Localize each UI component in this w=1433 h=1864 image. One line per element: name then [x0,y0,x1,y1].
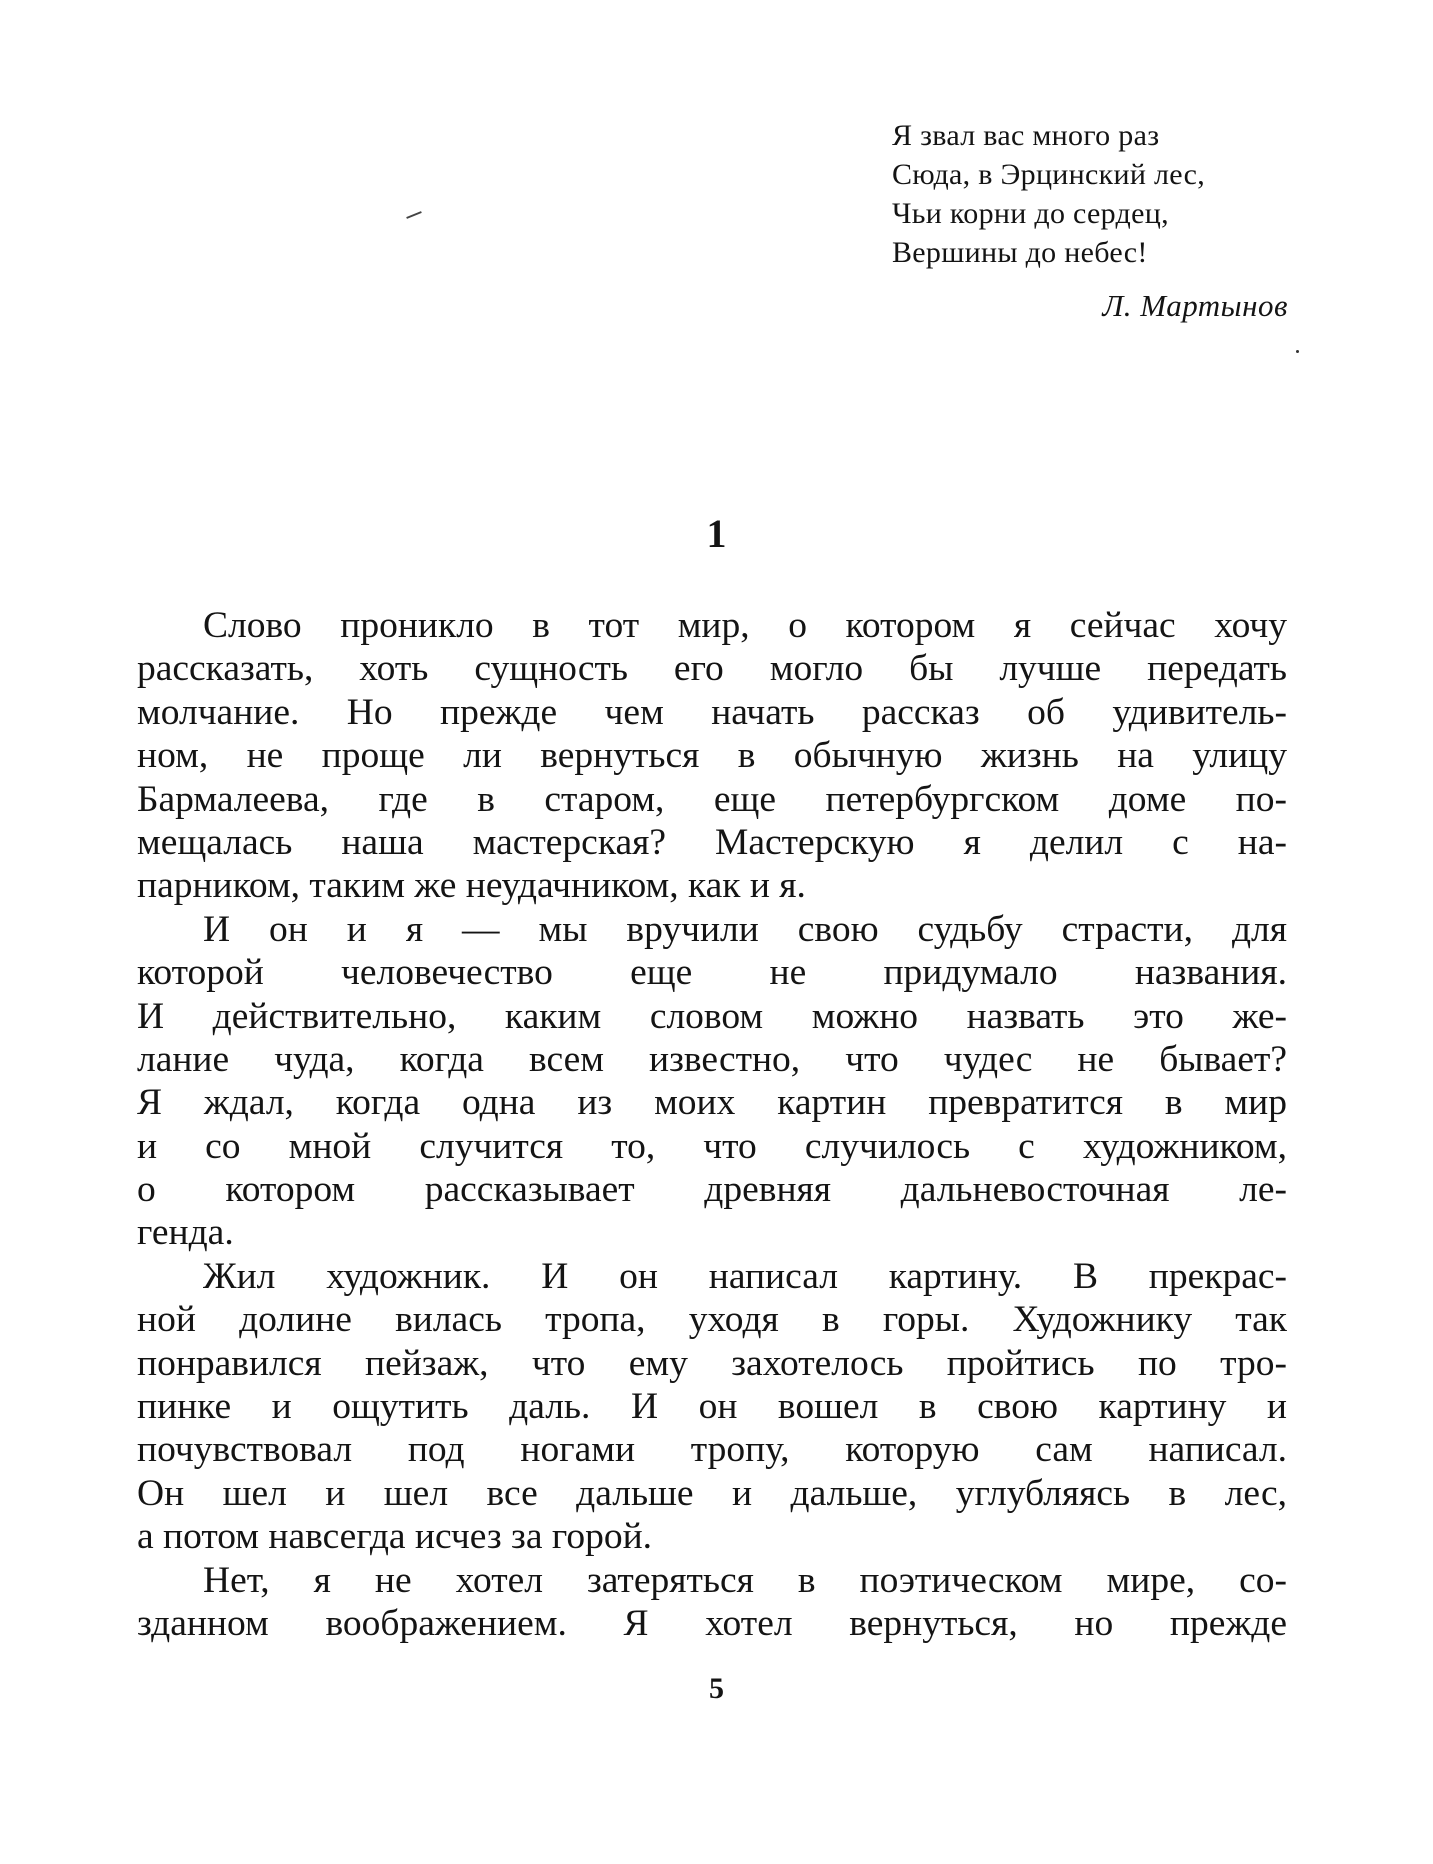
epigraph-line: Сюда, в Эрцинский лес, [892,158,1206,191]
text-line: ной долине вилась тропа, уходя в горы. Художнику так [137,1299,1287,1341]
text-line: Жил художник. И он написал картину. В прекрас- [203,1255,1287,1297]
text-line: о котором рассказывает древняя дальневосточная ле- [137,1169,1287,1211]
epigraph [892,116,1292,326]
epigraph-line: Я звал вас много раз [892,119,1160,152]
epigraph-line: Вершины до небес! [892,236,1148,269]
paragraph [137,604,1287,908]
text-line: пинке и ощутить даль. И он вошел в свою картину и [137,1386,1287,1428]
scan-speck [406,211,422,219]
text-line: Он шел и шел все дальше и дальше, углубляясь в лес, [137,1472,1287,1514]
scan-speck [1296,350,1299,353]
paragraph [137,1255,1287,1559]
text-line: молчание. Но прежде чем начать рассказ об удивитель- [137,691,1287,733]
text-line: И действительно, каким словом можно назвать это же- [137,995,1287,1037]
text-line: мещалась наша мастерская? Мастерскую я делил с на- [137,821,1287,863]
epigraph-author: Л. Мартынов [1102,288,1288,323]
paragraph [137,908,1287,1255]
text-line: лание чуда, когда всем известно, что чудес не бывает? [137,1038,1287,1080]
body-text [137,604,1287,1645]
text-line: которой человечество еще не придумало названия. [137,952,1287,994]
epigraph-line: Чьи корни до сердец, [892,197,1169,230]
text-line: зданном воображением. Я хотел вернуться, но прежде [137,1602,1287,1644]
text-line: и со мной случится то, что случилось с художником, [137,1125,1287,1167]
text-line: Бармалеева, где в старом, еще петербургском доме по- [137,778,1287,820]
text-line: Я ждал, когда одна из моих картин превратится в мир [137,1082,1287,1124]
text-line: Нет, я не хотел затеряться в поэтическом мире, со- [203,1559,1287,1601]
text-line: И он и я — мы вручили свою судьбу страсти, для [203,908,1287,950]
paragraph [137,1559,1287,1646]
text-line: Слово проникло в тот мир, о котором я сейчас хочу [203,605,1287,646]
text-line: рассказать, хоть сущность его могло бы лучше передать [137,648,1287,690]
text-line: понравился пейзаж, что ему захотелось пройтись по тро- [137,1342,1287,1384]
text-line: а потом навсегда исчез за горой. [137,1516,653,1558]
text-line: почувствовал под ногами тропу, которую сам написал. [137,1429,1287,1471]
chapter-number: 1 [706,511,727,556]
text-line: парником, таким же неудачником, как и я. [137,865,806,907]
text-line: ном, не проще ли вернуться в обычную жизнь на улицу [137,735,1287,777]
text-line: генда. [137,1212,234,1254]
page-number: 5 [709,1672,724,1705]
